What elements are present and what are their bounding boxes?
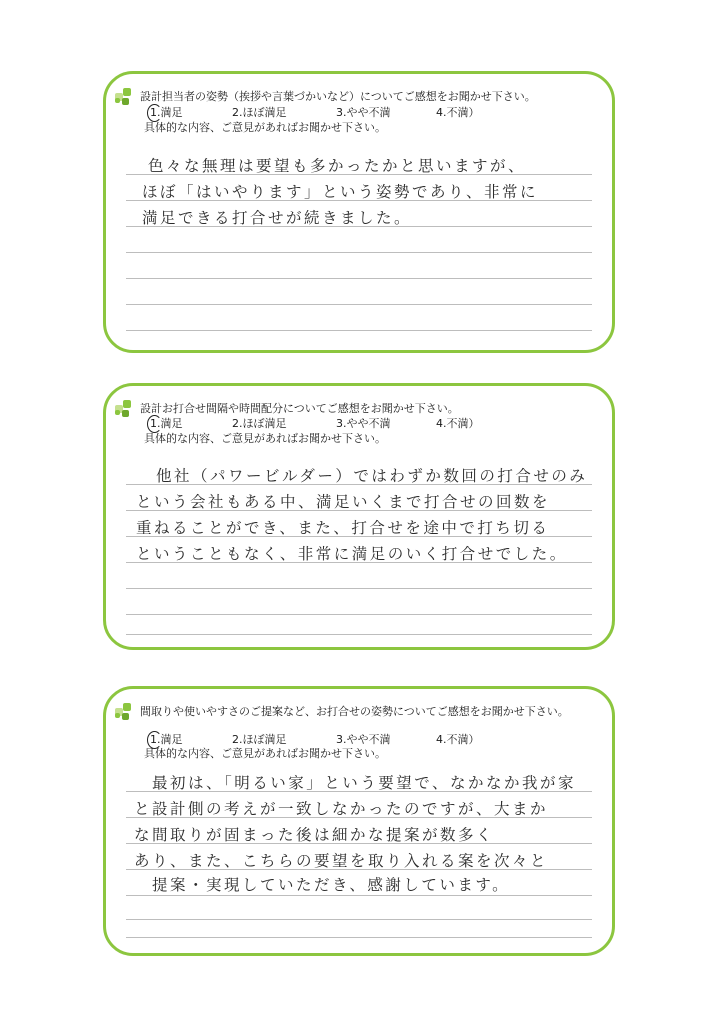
- answer-line: 提案・実現していただき、感謝しています。: [152, 876, 511, 894]
- choice-dissatisfied[interactable]: 4.不満）: [436, 106, 480, 119]
- choice-mostly-satisfied[interactable]: 2.ほぼ満足: [232, 733, 287, 746]
- choice-satisfied[interactable]: 1.満足: [150, 417, 183, 431]
- answer-line: あり、また、こちらの要望を取り入れる案を次々と: [134, 852, 549, 870]
- leaf-bullet-icon: [115, 400, 133, 418]
- answer-line: 他社（パワービルダー）ではわずか数回の打合せのみ: [156, 467, 588, 485]
- comment-prompt: 具体的な内容、ご意見があればお聞かせ下さい。: [144, 432, 386, 445]
- choice-satisfied[interactable]: 1.満足: [150, 733, 183, 747]
- leaf-bullet-icon: [115, 703, 133, 721]
- answer-line: ということもなく、非常に満足のいく打合せでした。: [136, 545, 568, 563]
- choice-somewhat-dissatisfied[interactable]: 3.やや不満: [336, 733, 391, 746]
- comment-prompt: 具体的な内容、ご意見があればお聞かせ下さい。: [144, 121, 386, 134]
- leaf-bullet-icon: [115, 88, 133, 106]
- selected-circle-icon: [147, 415, 162, 433]
- choice-mostly-satisfied[interactable]: 2.ほぼ満足: [232, 417, 287, 430]
- question-text: 設計お打合せ間隔や時間配分についてご感想をお聞かせ下さい。: [140, 402, 459, 415]
- answer-line: 満足できる打合せが続きました。: [142, 209, 413, 227]
- survey-card-layout-proposal: [103, 686, 615, 956]
- answer-line: という会社もある中、満足いくまで打合せの回数を: [136, 493, 551, 511]
- choice-dissatisfied[interactable]: 4.不満）: [436, 417, 480, 430]
- answer-line: 最初は、「明るい家」という要望で、なかなか我が家: [152, 774, 576, 792]
- question-text: 設計担当者の姿勢（挨拶や言葉づかいなど）についてご感想をお聞かせ下さい。: [140, 90, 536, 103]
- comment-prompt: 具体的な内容、ご意見があればお聞かせ下さい。: [144, 747, 386, 760]
- choice-somewhat-dissatisfied[interactable]: 3.やや不満: [336, 106, 391, 119]
- survey-card-staff-attitude: [103, 71, 615, 353]
- survey-card-meeting-schedule: [103, 383, 615, 650]
- answer-line: 重ねることができ、また、打合せを途中で打ち切る: [136, 519, 550, 537]
- answer-line: な間取りが固まった後は細かな提案が数多く: [134, 826, 495, 844]
- answer-line: と設計側の考えが一致しなかったのですが、大まか: [134, 800, 549, 818]
- question-text: 間取りや使いやすさのご提案など、お打合せの姿勢についてご感想をお聞かせ下さい。: [140, 705, 569, 718]
- choice-somewhat-dissatisfied[interactable]: 3.やや不満: [336, 417, 391, 430]
- choice-mostly-satisfied[interactable]: 2.ほぼ満足: [232, 106, 287, 119]
- selected-circle-icon: [147, 104, 162, 122]
- answer-line: ほぼ「はいやります」という姿勢であり、非常に: [142, 183, 539, 201]
- choice-satisfied[interactable]: 1.満足: [150, 106, 183, 120]
- answer-line: 色々な無理は要望も多かったかと思いますが、: [148, 157, 527, 175]
- choice-dissatisfied[interactable]: 4.不満）: [436, 733, 480, 746]
